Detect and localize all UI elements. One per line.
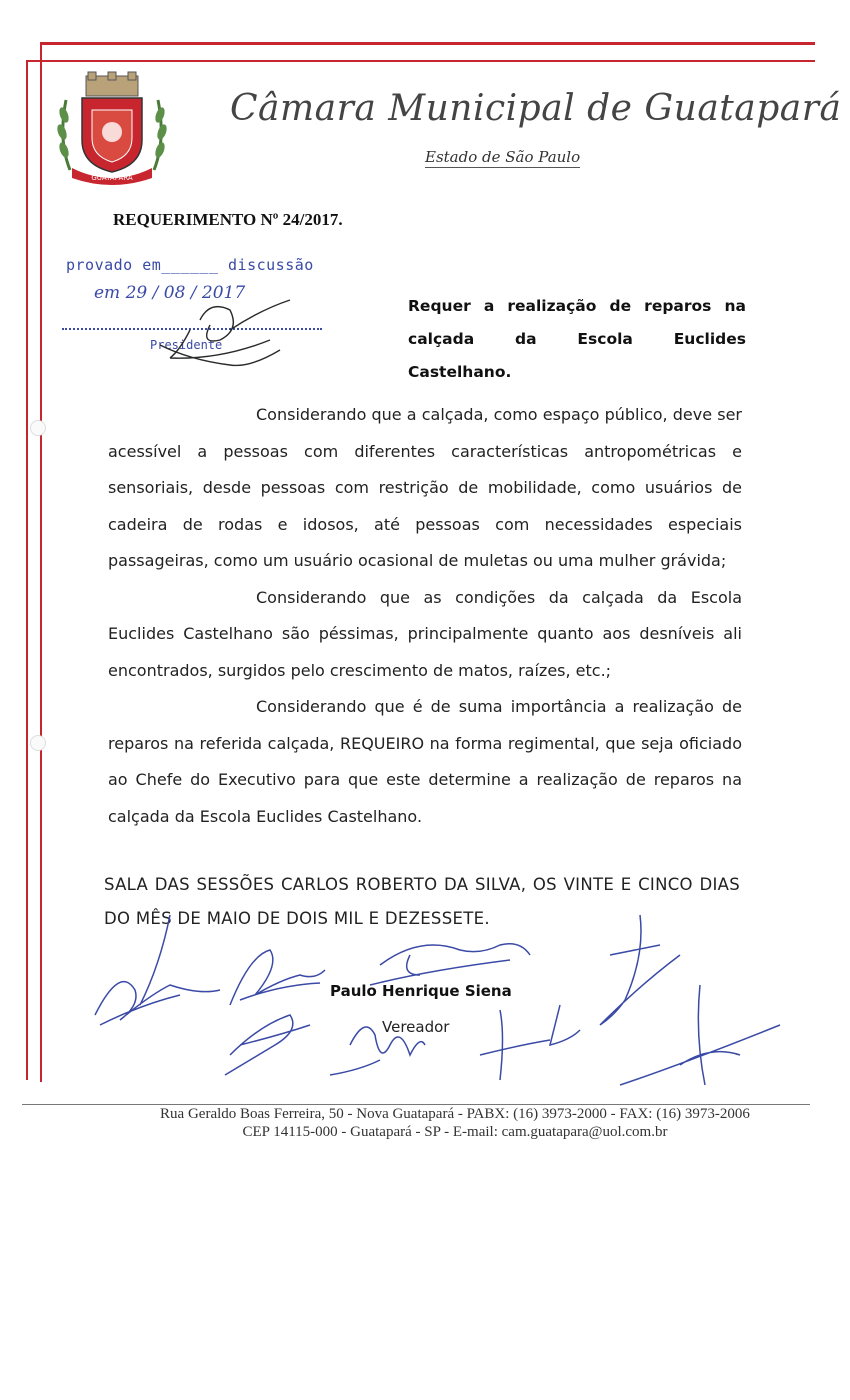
footer-contact: CEP 14115-000 - Guatapará - SP - E-mail: cam.guatapara@uol.com.br bbox=[242, 1124, 668, 1140]
red-margin-line bbox=[26, 60, 815, 62]
requerimento-number: REQUERIMENTO Nº 24/2017. bbox=[113, 210, 343, 229]
subject-line-1: Requer a realização de reparos na bbox=[408, 297, 746, 315]
signer-role: Vereador bbox=[382, 1018, 450, 1036]
red-margin-line bbox=[40, 42, 815, 45]
president-signature bbox=[110, 290, 320, 370]
footer bbox=[0, 1105, 850, 1141]
footer-address: Rua Geraldo Boas Ferreira, 50 - Nova Guatapará - PABX: (16) 3973-2000 - FAX: (16) 3973-2006 bbox=[160, 1106, 750, 1122]
subject-block bbox=[408, 290, 746, 389]
body-text bbox=[108, 397, 742, 835]
stamp-date: em 29 / 08 / 2017 bbox=[94, 283, 246, 303]
subject-line-2: calçada da Escola Euclides Castelhano. bbox=[408, 330, 746, 381]
approval-stamp bbox=[60, 250, 350, 370]
stamp-role: Presidente bbox=[150, 338, 223, 352]
page-subtitle: Estado de São Paulo bbox=[425, 148, 581, 166]
seal-text: GUATAPARÁ bbox=[91, 174, 133, 182]
red-margin-line bbox=[40, 42, 42, 1082]
closing-text: SALA DAS SESSÕES CARLOS ROBERTO DA SILVA, OS VINTE E CINCO DIAS DO MÊS DE MAIO DE DOIS MIL E DEZESSETE. bbox=[104, 875, 740, 928]
page-title: Câmara Municipal de Guatapará bbox=[230, 88, 842, 129]
punch-hole bbox=[30, 420, 46, 436]
paragraph-1: Considerando que a calçada, como espaço público, deve ser acessível a pessoas com diferentes características antropométricas e sensoriais, desde pessoas com restrição de mobilidade, como usuários de cadeira de rodas e idosos, até pessoas com necessidades especiais passageiras, como um usuário ocasional de muletas ou uma mulher grávida; bbox=[108, 405, 742, 570]
paragraph-3: Considerando que é de suma importância a realização de reparos na referida calçada, REQUEIRO na forma regimental, que seja oficiado ao Chefe do Executivo para que este determine a realização de reparos na calçada da Escola Euclides Castelhano. bbox=[108, 697, 742, 826]
coat-of-arms-icon bbox=[52, 70, 172, 185]
punch-hole bbox=[30, 735, 46, 751]
red-margin-line bbox=[26, 60, 28, 1080]
paragraph-2: Considerando que as condições da calçada da Escola Euclides Castelhano são péssimas, principalmente quanto aos desníveis ali encontrados, surgidos pelo crescimento de matos, raízes, etc.; bbox=[108, 587, 742, 680]
stamp-line-1: provado em______ discussão bbox=[66, 256, 314, 274]
signer-name: Paulo Henrique Siena bbox=[330, 982, 512, 1000]
